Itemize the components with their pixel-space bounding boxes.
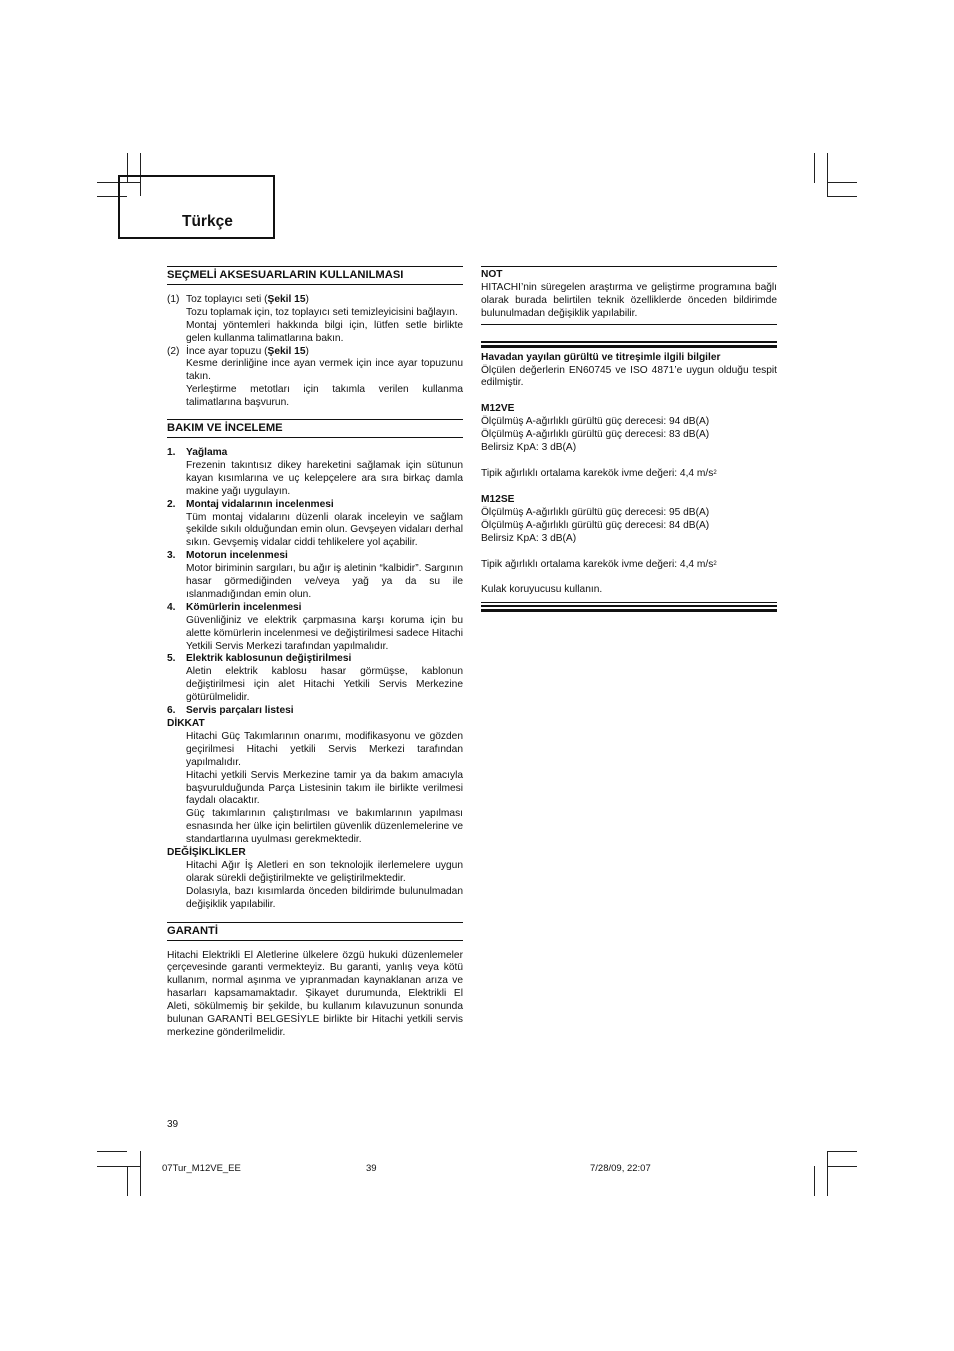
paragraph: Frezenin takıntısız dikey hareketini sağlamak için sütunun kayan kısımlarına ve uç kelepçelere ara sıra birkaç damla makine yağı uygulayın. — [186, 459, 463, 497]
noise-value: Ölçülmüş A-ağırlıklı gürültü güç derecesi: 94 dB(A) — [481, 416, 710, 428]
list-item: (1) Toz toplayıcı seti (Şekil 15) — [167, 293, 309, 305]
page-number: 39 — [167, 1119, 179, 1130]
paragraph: Kesme derinliğine ince ayan vermek için ince ayar topuzunu takın. — [186, 358, 463, 383]
noise-value: Ölçülmüş A-ağırlıklı gürültü güç derecesi: 84 dB(A) — [481, 519, 710, 531]
uncertainty-value: Belirsiz KpA: 3 dB(A) — [481, 532, 577, 544]
paragraph: Hitachi Elektrikli El Aletlerine ülkelere özgü hukuki düzenlemeler çerçevesinde garanti vermekteyiz. Bu garanti, yanlış veya kötü kullanım, normal aşınma ve yıpranmadan kaynaklanan arıza ve hasarları kapsamamaktadır. Şikayet durumunda, Elektrikli El Aleti, sökülmemiş bir şekilde, bu kullanım kılavuzunun sonunda bulunan GARANTİ BELGESİYLE birlikte bir Hitachi yetkili servis merkezine gönderilmelidir. — [167, 949, 463, 1038]
section-heading-warranty: GARANTİ — [167, 922, 463, 941]
paragraph: Tüm montaj vidalarını düzenli olarak inceleyin ve sağlam şekilde sıkılı olduğundan emin olun. Gevşeyen vidaları derhal sıkın. Gevşemiş vidalar ciddi tehlikelere yol açabilir. — [186, 511, 463, 549]
language-title: Türkçe — [182, 213, 233, 230]
crop-mark — [97, 1166, 140, 1167]
section-heading-maintenance: BAKIM VE İNCELEME — [167, 419, 463, 438]
ear-protection-note: Kulak koruyucusu kullanın. — [481, 584, 603, 596]
uncertainty-value: Belirsiz KpA: 3 dB(A) — [481, 442, 577, 454]
paragraph: Hitachi Ağır İş Aletleri en son teknolojik ilerlemelere uygun olarak sürekli değiştirilmekte ve geliştirilmektedir. — [186, 859, 463, 884]
crop-mark — [827, 182, 857, 183]
paragraph: Hitachi Güç Takımlarının onarımı, modifikasyonu ve gözden geçirilmesi Hitachi yetkili Servis Merkezi tarafından yapılmalıdır. — [186, 730, 463, 768]
paragraph: HITACHI’nin süregelen araştırma ve geliştirme programına bağlı olarak burada belirtilen teknik özelliklerde önceden bildirimde bulunulmadan değişiklik yapılabilir. — [481, 281, 777, 319]
note-heading: NOT — [481, 266, 777, 282]
crop-mark — [827, 1151, 857, 1152]
crop-mark — [814, 153, 815, 183]
crop-mark — [827, 1151, 828, 1196]
sheet-number: 39 — [366, 1163, 377, 1174]
timestamp: 7/28/09, 22:07 — [590, 1163, 651, 1174]
list-item: (2) İnce ayar topuzu (Şekil 15) — [167, 345, 309, 357]
divider — [481, 605, 777, 612]
left-column — [167, 266, 463, 1040]
model-heading: M12VE — [481, 403, 515, 415]
model-heading: M12SE — [481, 493, 515, 505]
crop-mark — [827, 153, 828, 196]
list-item: 3. Motorun incelenmesi — [167, 550, 288, 562]
changes-heading: DEĞİŞİKLİKLER — [167, 847, 246, 859]
paragraph: Yerleştirme metotları için takımla verilen kullanma talimatlarına başvurun. — [186, 384, 463, 409]
language-box — [118, 175, 275, 239]
list-item: 5. Elektrik kablosunun değiştirilmesi — [167, 653, 352, 665]
crop-mark — [97, 1151, 127, 1152]
list-item: 1. Yağlama — [167, 446, 228, 458]
paragraph: Ölçülen değerlerin EN60745 ve ISO 4871’e uygun olduğu tespit edilmiştir. — [481, 364, 777, 389]
crop-mark — [814, 1166, 815, 1196]
noise-value: Ölçülmüş A-ağırlıklı gürültü güç derecesi: 83 dB(A) — [481, 429, 710, 441]
crop-mark — [827, 1166, 857, 1167]
paragraph: Tozu toplamak için, toz toplayıcı seti temizleyicisini bağlayın. — [186, 306, 458, 318]
paragraph: Güç takımlarının çalıştırılması ve bakımlarının yapılması esnasında her ülke için belirtilen güvenlik düzenlemelerine ve standartlarına uyulması gerekmektedir. — [186, 808, 463, 846]
vibration-value: Tipik ağırlıklı ortalama karekök ivme değeri: 4,4 $m/s^2$ — [481, 467, 717, 479]
paragraph: Montaj yöntemleri hakkında bilgi için, lütfen setle birlikte gelen kullanma talimatlarına bakın. — [186, 319, 463, 344]
crop-mark — [827, 196, 857, 197]
noise-value: Ölçülmüş A-ağırlıklı gürültü güç derecesi: 95 dB(A) — [481, 506, 710, 518]
paragraph: Aletin elektrik kablosu hasar görmüşse, kablonun değiştirilmesi için alet Hitachi Yetkili Servis Merkezine götürülmelidir. — [186, 666, 463, 704]
divider — [481, 341, 777, 348]
file-name: 07Tur_M12VE_EE — [162, 1163, 241, 1174]
crop-mark — [140, 1151, 141, 1196]
list-item: 4. Kömürlerin incelenmesi — [167, 601, 302, 613]
paragraph: Güvenliğiniz ve elektrik çarpmasına karşı koruma için bu alette kömürlerin incelenmesi ve değiştirilmesi sadece Hitachi Yetkili Servis Merkezi tarafından yapılmalıdır. — [186, 614, 463, 652]
right-column — [481, 266, 777, 612]
paragraph: Hitachi yetkili Servis Merkezine tamir ya da bakım amacıyla başvurulduğunda Parça Listesinin takım ile birlikte verilmesi faydalı olacaktır. — [186, 769, 463, 807]
list-item: 2. Montaj vidalarının incelenmesi — [167, 498, 334, 510]
crop-mark — [127, 1166, 128, 1196]
paragraph: Motor biriminin sargıları, bu ağır iş aletinin “kalbidir”. Sargının hasar görmediğinden ve/veya yağ ya da su ile ıslanmadığından emin olun. — [186, 563, 463, 600]
noise-heading: Havadan yayılan gürültü ve titreşimle ilgili bilgiler — [481, 351, 721, 363]
list-item: 6. Servis parçaları listesi — [167, 705, 294, 717]
paragraph: Dolasıyla, bazı kısımlarda önceden bildirimde bulunulmadan değişiklik yapılabilir. — [186, 885, 463, 910]
caution-heading: DİKKAT — [167, 718, 205, 729]
vibration-value: Tipik ağırlıklı ortalama karekök ivme değeri: 4,4 $m/s^2$ — [481, 558, 717, 570]
section-heading-accessories: SEÇMELİ AKSESUARLARIN KULLANILMASI — [167, 266, 463, 285]
